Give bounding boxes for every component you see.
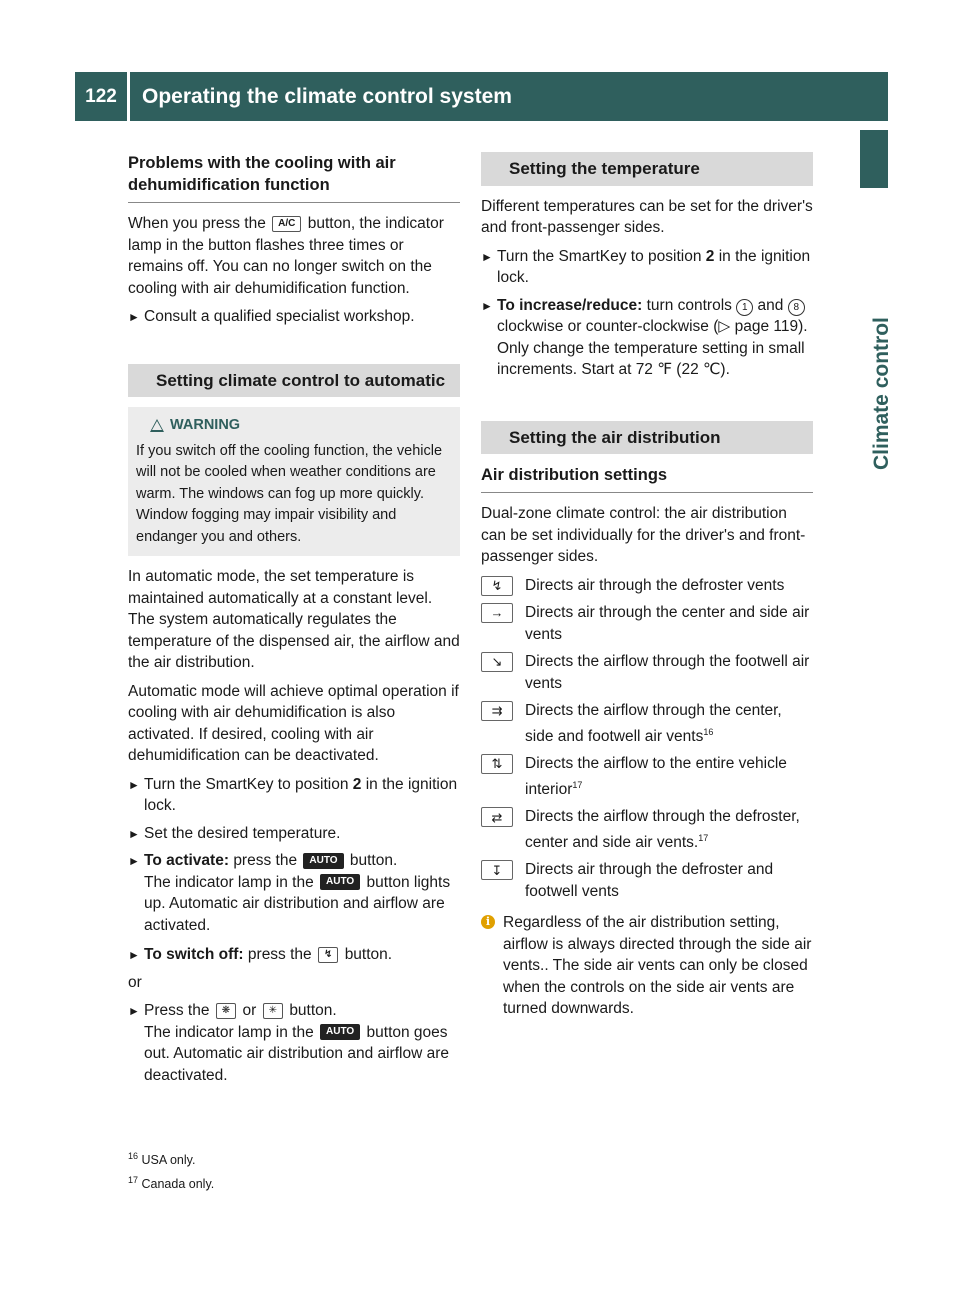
step-item bbox=[128, 823, 460, 845]
air-distribution-item bbox=[481, 700, 813, 747]
text-span: or bbox=[242, 1002, 257, 1019]
text-span: button. bbox=[289, 1002, 337, 1019]
control-1-marker: 1 bbox=[736, 299, 753, 316]
page-title: Operating the climate control system bbox=[142, 84, 512, 108]
text-bold: 2 bbox=[352, 775, 362, 793]
control-8-marker: 8 bbox=[788, 299, 805, 316]
fan-decrease-button-icon: ✳ bbox=[263, 1003, 283, 1019]
page-number: 122 bbox=[85, 85, 117, 107]
step-text: Consult a qualified specialist workshop. bbox=[144, 308, 415, 325]
auto-button-icon: AUTO bbox=[320, 874, 360, 890]
warning-triangle-icon bbox=[150, 419, 164, 432]
text-span: Directs air through the defroster and footwell vents bbox=[525, 861, 774, 900]
info-text: Regardless of the air distribution setting, airflow is always directed through the side air vents.. The side air vents can only be closed when the controls on the side air vents are turned downwards. bbox=[503, 914, 812, 1018]
text-span: Directs the airflow through the footwell air vents bbox=[525, 653, 810, 692]
ac-button-icon: A/C bbox=[272, 216, 301, 232]
side-tab-block bbox=[860, 130, 888, 188]
warning-text: If you switch off the cooling function, the vehicle will not be cooled when weather conditions are warm. The windows can fog up more quickly. Window fogging may impair visibility and endanger you and others. bbox=[136, 442, 443, 545]
or-text: or bbox=[128, 973, 142, 991]
text-bold: 2 bbox=[705, 247, 715, 265]
footnote-number: 17 bbox=[128, 1175, 139, 1186]
air-distribution-item bbox=[481, 575, 813, 597]
air-distribution-item bbox=[481, 651, 813, 694]
air-distribution-paragraph: Dual-zone climate control: the air distribution can be set individually for the driver's and front-passenger sides. bbox=[481, 505, 806, 565]
center-side-vents-icon: → bbox=[481, 603, 513, 623]
text-span: clockwise or counter-clockwise (▷ page 119). Only change the temperature setting in small increments. Start at 72 ℉ (22 ℃). bbox=[497, 318, 808, 378]
step-item bbox=[128, 850, 460, 936]
air-distribution-item bbox=[481, 602, 813, 645]
defroster-center-side-vents-icon: ⇄ bbox=[481, 807, 513, 827]
auto-paragraph-2: Automatic mode will achieve optimal operation if cooling with air dehumidification is also activated. If desired, cooling with air dehumidification can be deactivated. bbox=[128, 682, 459, 764]
warning-label: WARNING bbox=[170, 417, 241, 433]
text-span: Turn the SmartKey to position bbox=[497, 247, 702, 265]
footnote-text: USA only. bbox=[141, 1153, 196, 1168]
step-item bbox=[128, 1000, 460, 1086]
chapter-label: Climate control bbox=[870, 317, 893, 470]
text-span: button goes out. Automatic air distribution and airflow are deactivated. bbox=[144, 1023, 449, 1084]
footnote-ref: 16 bbox=[703, 726, 714, 737]
center-side-footwell-vents-icon: ⇉ bbox=[481, 701, 513, 721]
footnote-number: 16 bbox=[128, 1151, 139, 1161]
footnotes bbox=[128, 1146, 528, 1194]
air-distribution-item bbox=[481, 859, 813, 902]
text-span: button. bbox=[344, 946, 393, 963]
arrow-icon: ► bbox=[128, 854, 140, 868]
step-item bbox=[481, 295, 813, 381]
section-heading-temperature: Setting the temperature bbox=[481, 152, 813, 186]
text-span: turn controls bbox=[646, 296, 732, 314]
problems-paragraph bbox=[128, 213, 460, 299]
defroster-vents-icon: ↯ bbox=[481, 576, 513, 596]
defroster-footwell-vents-icon: ↧ bbox=[481, 860, 513, 880]
entire-interior-icon: ⇅ bbox=[481, 754, 513, 774]
page-header bbox=[75, 72, 888, 121]
arrow-icon: ► bbox=[481, 249, 493, 264]
auto-button-icon: AUTO bbox=[303, 853, 343, 869]
air-distribution-item bbox=[481, 806, 813, 853]
text-span: Directs air through the defroster vents bbox=[525, 576, 785, 594]
footnote bbox=[128, 1146, 528, 1170]
right-column bbox=[481, 152, 813, 1020]
text-span: When you press the bbox=[128, 215, 266, 232]
text-span: Directs the airflow through the center, side and footwell air vents bbox=[525, 702, 782, 745]
text-span: The indicator lamp in the bbox=[144, 1023, 314, 1041]
text-span: Press the bbox=[144, 1002, 210, 1019]
arrow-icon: ► bbox=[481, 298, 493, 313]
footwell-vents-icon: ↘ bbox=[481, 652, 513, 672]
text-span: Directs air through the center and side air vents bbox=[525, 604, 810, 643]
footnote-text: Canada only. bbox=[141, 1177, 215, 1192]
left-column bbox=[128, 152, 460, 1092]
header-divider bbox=[127, 72, 130, 121]
auto-paragraph-1: In automatic mode, the set temperature is maintained automatically at a constant level. The system automatically regulates the temperature of the dispensed air, the airflow and the air distribution. bbox=[128, 568, 460, 671]
text-span: button. bbox=[349, 852, 398, 869]
footnote-ref: 17 bbox=[572, 779, 583, 790]
temp-paragraph: Different temperatures can be set for the driver's and front-passenger sides. bbox=[481, 197, 813, 236]
problems-heading: Problems with the cooling with air dehumidification function bbox=[128, 152, 460, 203]
step-item bbox=[481, 246, 813, 289]
air-distribution-subheading: Air distribution settings bbox=[481, 464, 813, 493]
text-bold: To increase/reduce: bbox=[497, 296, 643, 314]
section-heading-air-distribution: Setting the air distribution bbox=[481, 421, 813, 455]
warning-title bbox=[136, 415, 452, 437]
arrow-icon: ► bbox=[128, 310, 140, 324]
warning-box bbox=[128, 407, 460, 556]
text-span: press the bbox=[233, 852, 298, 869]
fan-increase-button-icon: ❋ bbox=[216, 1003, 236, 1019]
footnote bbox=[128, 1170, 528, 1194]
arrow-icon: ► bbox=[128, 826, 140, 841]
arrow-icon: ► bbox=[128, 948, 140, 962]
step-item bbox=[128, 774, 460, 817]
text-span: button, the indicator lamp in the button flashes three times or remains off. You can no longer switch on the cooling with air dehumidification function. bbox=[128, 215, 444, 297]
arrow-icon: ► bbox=[128, 1004, 140, 1018]
text-span: and bbox=[757, 296, 784, 314]
air-distribution-item bbox=[481, 753, 813, 800]
text-bold: To switch off: bbox=[144, 946, 244, 963]
auto-button-icon: AUTO bbox=[320, 1024, 360, 1040]
text-span: in the ignition lock. bbox=[497, 247, 811, 286]
step-item bbox=[128, 944, 460, 966]
air-distribution-button-icon: ↯ bbox=[318, 947, 338, 963]
text-span: Directs the airflow to the entire vehicle interior bbox=[525, 755, 787, 798]
arrow-icon: ► bbox=[128, 777, 140, 792]
text-bold: To activate: bbox=[144, 852, 229, 869]
footnote-ref: 17 bbox=[698, 832, 709, 843]
text-span: in the ignition lock. bbox=[144, 775, 458, 814]
section-heading-auto: Setting climate control to automatic bbox=[128, 364, 460, 398]
text-span: Turn the SmartKey to position bbox=[144, 775, 349, 793]
info-icon: i bbox=[481, 915, 495, 929]
info-note bbox=[481, 912, 813, 1020]
text-span: Set the desired temperature. bbox=[144, 824, 341, 842]
text-span: Directs the airflow through the defroster, center and side air vents. bbox=[525, 808, 800, 851]
text-span: The indicator lamp in the bbox=[144, 873, 314, 891]
text-span: press the bbox=[247, 946, 312, 963]
step-item bbox=[128, 306, 460, 328]
text-span: button lights up. Automatic air distribution and airflow are activated. bbox=[144, 873, 451, 934]
